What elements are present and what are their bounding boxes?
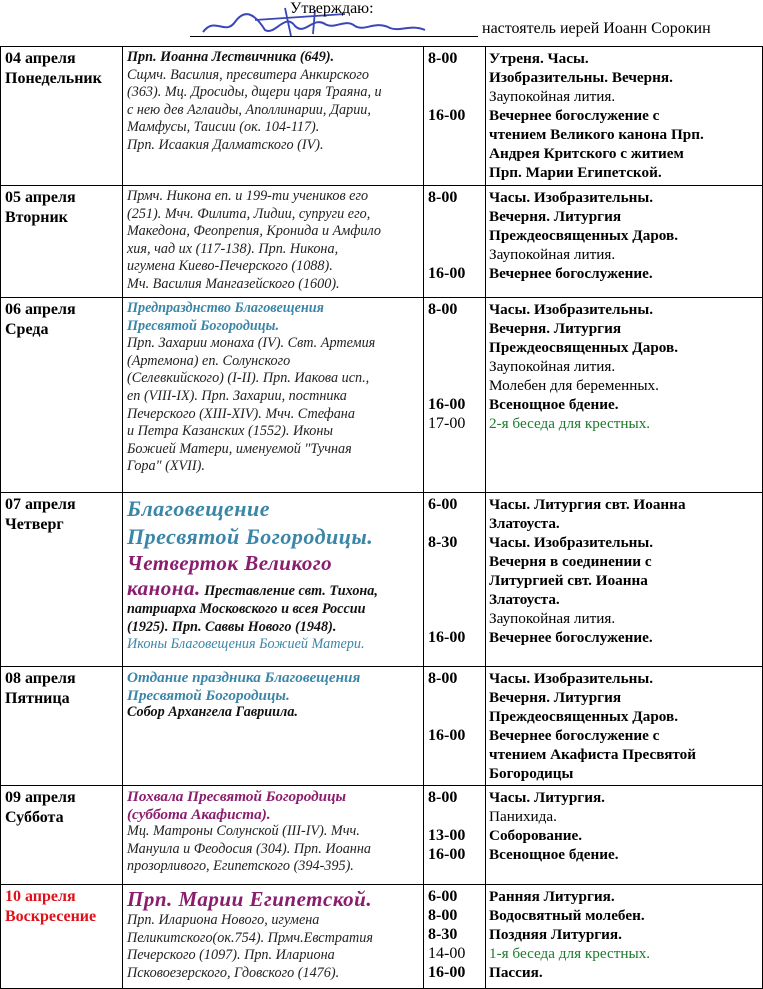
services-cell <box>486 493 763 667</box>
time: 16-00 <box>428 107 466 124</box>
saint-line: Печерского (1097). Прп. Илариона <box>127 947 335 964</box>
service: Ранняя Литургия. <box>489 888 615 905</box>
date-cell <box>1 186 123 298</box>
service: Преждеосвященных Даров. <box>489 227 679 244</box>
weekday: Воскресение <box>5 908 97 925</box>
service: Панихида. <box>489 808 557 825</box>
date: 07 апреля <box>5 496 76 513</box>
service: Преждеосвященных Даров. <box>489 708 679 725</box>
service: Изобразительны. Вечерня. <box>489 69 673 86</box>
date: 09 апреля <box>5 789 76 806</box>
saint-line: хия, чад их (117-138). Прп. Никона, <box>127 240 339 257</box>
saint-line: Прп. Захарии монаха (IV). Свт. Артемия <box>127 335 376 352</box>
service: Вечернее богослужение с <box>489 107 660 124</box>
time: 16-00 <box>428 396 466 413</box>
services-cell <box>486 885 763 989</box>
date-cell <box>1 298 123 493</box>
saint-line: игумена Киево-Печерского (1088). <box>127 258 333 275</box>
saints-cell <box>123 47 424 186</box>
saint-line: Македона, Феопрепия, Кронида и Амфило <box>127 223 381 240</box>
saint-line: Мамфусы, Таисии (ок. 104-117). <box>127 119 320 136</box>
feast-subtitle: Четверток Великого <box>127 551 333 575</box>
table-row <box>1 786 763 885</box>
time-cell <box>424 786 486 885</box>
service: 1-я беседа для крестных. <box>489 945 651 962</box>
table-row <box>1 186 763 298</box>
table-row <box>1 47 763 186</box>
time-cell <box>424 667 486 786</box>
service: Соборование. <box>489 827 583 844</box>
saints-cell <box>123 298 424 493</box>
feast-title: Отдание праздника Благовещения <box>127 669 361 686</box>
time: 8-00 <box>428 301 458 318</box>
service: Часы. Изобразительны. <box>489 189 653 206</box>
service: Преждеосвященных Даров. <box>489 339 679 356</box>
saint-line: Прп. Иоанна Лествичника (649). <box>127 49 335 65</box>
feast-title: Пресвятой Богородицы. <box>127 317 280 334</box>
services-cell <box>486 186 763 298</box>
service: Часы. Изобразительны. <box>489 670 653 687</box>
feast-subtitle: канона. <box>127 576 201 600</box>
saint-line: с нею дев Аглаиды, Аполлинарии, Дарии, <box>127 101 371 118</box>
rector-name: настоятель иерей Иоанн Сорокин <box>482 20 711 37</box>
feast-title: Похвала Пресвятой Богородицы <box>127 788 347 805</box>
time: 17-00 <box>428 415 466 432</box>
saint-line: Прп. Илариона Нового, игумена <box>127 912 320 928</box>
time: 8-00 <box>428 670 458 687</box>
saint-line: (Артемона) еп. Солунского <box>127 352 291 369</box>
table-row <box>1 885 763 989</box>
saint-line: Сщмч. Василия, пресвитера Анкирского <box>127 66 369 83</box>
service: Заупокойная лития. <box>489 246 616 263</box>
service: Часы. Литургия свт. Иоанна <box>489 496 686 513</box>
time: 13-00 <box>428 827 466 844</box>
time: 8-00 <box>428 189 458 206</box>
date-cell <box>1 667 123 786</box>
services-cell <box>486 786 763 885</box>
time: 16-00 <box>428 629 466 646</box>
time-cell <box>424 493 486 667</box>
services-cell <box>486 47 763 186</box>
table-row <box>1 493 763 667</box>
saint-line: патриарха Московского и всея России <box>127 601 366 617</box>
service: Вечернее богослужение с <box>489 727 660 744</box>
services-cell <box>486 667 763 786</box>
service: Вечерня. Литургия <box>489 320 622 337</box>
time: 16-00 <box>428 727 466 744</box>
time-cell <box>424 47 486 186</box>
service: Пассия. <box>489 964 543 981</box>
saint-line: Пеликитского(ок.754). Прмч.Евстратия <box>127 929 373 946</box>
time-cell <box>424 885 486 989</box>
saint-line: еп (VIII-IX). Прп. Захарии, постника <box>127 387 347 404</box>
weekday: Понедельник <box>5 70 102 87</box>
feast-title: Пресвятой Богородицы. <box>127 524 374 549</box>
time-cell <box>424 298 486 493</box>
schedule-table <box>0 46 763 989</box>
service: чтением Акафиста Пресвятой <box>489 746 697 763</box>
weekday: Пятница <box>5 690 70 707</box>
service: 2-я беседа для крестных. <box>489 415 651 432</box>
service: Вечерня. Литургия <box>489 208 622 225</box>
feast-title: Предпразднство Благовещения <box>127 300 324 316</box>
time: 8-30 <box>428 534 458 551</box>
time: 6-00 <box>428 496 458 513</box>
service: Вечернее богослужение. <box>489 265 653 282</box>
table-row <box>1 667 763 786</box>
date: 06 апреля <box>5 301 76 318</box>
icon-feast-line: Иконы Благовещения Божией Матери. <box>127 636 365 653</box>
saint-line: Мч. Василия Мангазейского (1600). <box>127 275 340 292</box>
service: Вечернее богослужение. <box>489 629 653 646</box>
saints-cell <box>123 885 424 989</box>
saint-line: и Петра Казанских (1552). Иконы <box>127 423 334 440</box>
saint-line: (1925). Прп. Саввы Нового (1948). <box>127 618 337 635</box>
time: 8-30 <box>428 926 458 943</box>
service: Богородицы <box>489 765 574 782</box>
time: 16-00 <box>428 265 466 282</box>
service: Всенощное бдение. <box>489 846 619 863</box>
time: 6-00 <box>428 888 458 905</box>
service: Златоуста. <box>489 591 560 608</box>
saint-line: Божией Матери, именуемой "Тучная <box>127 440 352 457</box>
service: Поздняя Литургия. <box>489 926 622 943</box>
date-cell <box>1 47 123 186</box>
date-cell <box>1 885 123 989</box>
service: чтением Великого канона Прп. <box>489 126 704 143</box>
date: 08 апреля <box>5 670 76 687</box>
service: Заупокойная лития. <box>489 358 616 375</box>
service: Заупокойная лития. <box>489 88 616 105</box>
time: 8-00 <box>428 50 458 67</box>
feast-title: Благовещение <box>127 496 271 521</box>
saints-cell <box>123 786 424 885</box>
saint-line: Собор Архангела Гавриила. <box>127 704 298 721</box>
saint-line: Гора" (XVII). <box>127 458 205 475</box>
saint-line: (251). Мчч. Филита, Лидии, супруги его, <box>127 205 371 222</box>
date: 05 апреля <box>5 189 76 206</box>
service: Заупокойная лития. <box>489 610 616 627</box>
service: Всенощное бдение. <box>489 396 619 413</box>
time-cell <box>424 186 486 298</box>
signature-line <box>190 36 478 37</box>
weekday: Среда <box>5 321 49 338</box>
feast-subtitle-row <box>127 576 419 601</box>
saint-line: (363). Мц. Дросиды, дщери царя Траяна, и <box>127 84 382 101</box>
service: Часы. Изобразительны. <box>489 301 653 318</box>
service: Вечерня. Литургия <box>489 689 622 706</box>
service: Молебен для беременных. <box>489 377 659 394</box>
date-cell <box>1 493 123 667</box>
feast-title: Пресвятой Богородицы. <box>127 686 290 704</box>
saint-line: Прп. Исаакия Далматского (IV). <box>127 136 324 153</box>
approve-label: Утверждаю: <box>290 0 374 17</box>
date: 10 апреля <box>5 888 76 905</box>
weekday: Четверг <box>5 516 64 533</box>
saint-line: (Селевкийского) (I-II). Прп. Иакова исп., <box>127 370 370 387</box>
saints-cell <box>123 667 424 786</box>
service: Прп. Марии Египетской. <box>489 164 662 181</box>
service: Андрея Критского с житием <box>489 145 684 162</box>
time: 16-00 <box>428 964 466 981</box>
service: Вечерня в соединении с <box>489 553 652 570</box>
services-cell <box>486 298 763 493</box>
approval-header <box>0 0 763 46</box>
time: 8-00 <box>428 907 458 924</box>
date: 04 апреля <box>5 50 76 67</box>
saints-cell <box>123 493 424 667</box>
date-cell <box>1 786 123 885</box>
service: Литургией свт. Иоанна <box>489 572 648 589</box>
saint-line: Мануила и Феодосия (304). Прп. Иоанна <box>127 840 371 857</box>
feast-title: (суббота Акафиста). <box>127 805 271 823</box>
service: Часы. Литургия. <box>489 789 605 806</box>
service: Утреня. Часы. <box>489 50 589 67</box>
time: 14-00 <box>428 945 466 962</box>
service: Водосвятный молебен. <box>489 907 645 924</box>
saint-line: Прмч. Никона еп. и 199-ти учеников его <box>127 188 369 204</box>
weekday: Суббота <box>5 809 64 826</box>
saint-line: Мц. Матроны Солунской (III-IV). Мчч. <box>127 823 360 840</box>
saint-line: Печерского (XIII-XIV). Мчч. Стефана <box>127 405 355 422</box>
service: Часы. Изобразительны. <box>489 534 653 551</box>
time: 16-00 <box>428 846 466 863</box>
feast-title: Прп. Марии Египетской. <box>127 887 373 911</box>
saints-cell <box>123 186 424 298</box>
service: Златоуста. <box>489 515 560 532</box>
saint-line: Преставление свт. Тихона, <box>204 583 378 599</box>
table-row <box>1 298 763 493</box>
saint-line: Псковоезерского, Гдовского (1476). <box>127 964 340 981</box>
saint-line: прозорливого, Египетского (394-395). <box>127 858 354 875</box>
time: 8-00 <box>428 789 458 806</box>
weekday: Вторник <box>5 209 68 226</box>
